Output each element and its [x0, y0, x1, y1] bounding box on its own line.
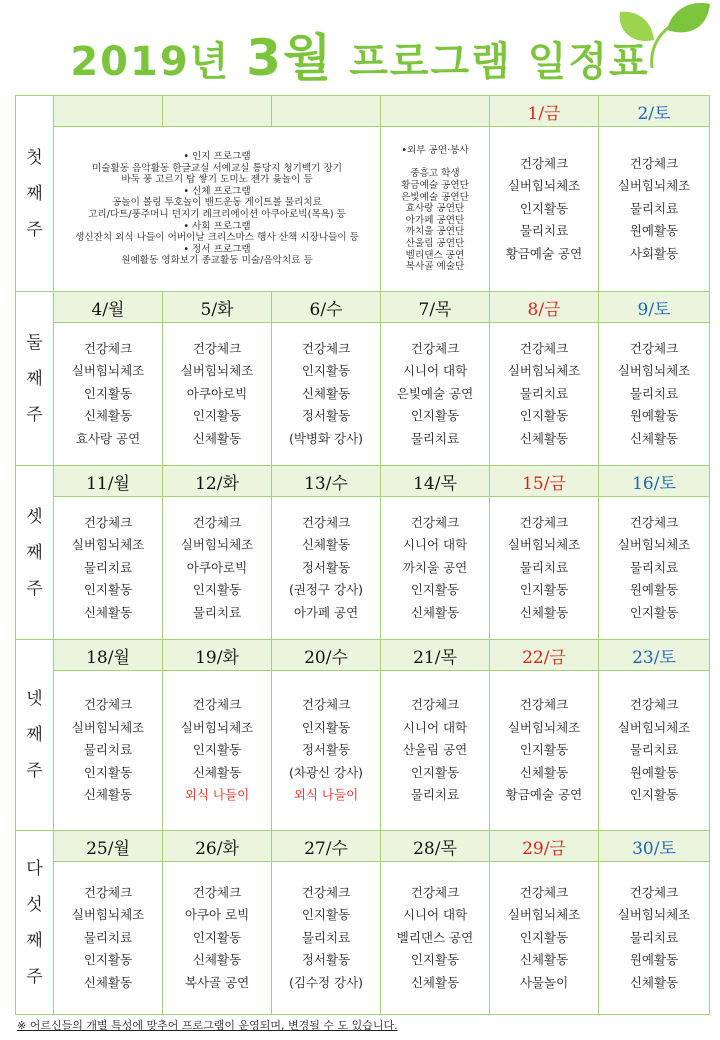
- day-activities: [599, 862, 710, 1015]
- day-header: 25/월: [54, 831, 163, 862]
- activity-item: 신체활동: [192, 952, 242, 968]
- activity-item: 신체활동: [519, 952, 569, 968]
- activity-item: 물리치료: [83, 929, 133, 945]
- activity-item: 시니어 대학: [402, 363, 468, 379]
- day-header: 19/화: [163, 640, 272, 671]
- activity-item: 인지활동: [301, 907, 351, 923]
- title-year: 2019년: [70, 39, 247, 85]
- activity-item: (김수정 강사): [288, 974, 364, 990]
- day-header: 7/목: [381, 292, 490, 323]
- activity-item: 인지활동: [410, 408, 460, 424]
- activity-item: 건강체크: [192, 340, 242, 356]
- day-activities: [381, 862, 490, 1015]
- day-header: 13/수: [272, 466, 381, 497]
- day-activities: [599, 323, 710, 466]
- activity-item: 실버힘뇌체조: [617, 719, 691, 735]
- activity-item: 건강체크: [192, 514, 242, 530]
- activity-item: 신체활동: [301, 385, 351, 401]
- activity-item: 아쿠아로빅: [186, 385, 248, 401]
- activity-item: 물리치료: [519, 385, 569, 401]
- week-label-char: 다: [26, 858, 43, 879]
- intro-line: 원예활동 영화보기 종교활동 미술/음악치료 등: [121, 255, 313, 267]
- intro-line: 고리/다트/풍주머니 던지기 레크리에이션 아쿠아로빅(목욕) 등: [88, 209, 346, 220]
- activity-item: 실버힘뇌체조: [71, 363, 145, 379]
- activity-item: 신체활동: [410, 974, 460, 990]
- activity-item: 건강체크: [629, 884, 679, 900]
- day-activities: [272, 323, 381, 466]
- day-header: 29/금: [490, 831, 599, 862]
- activity-item: 신체활동: [83, 604, 133, 620]
- week-label: [16, 96, 54, 292]
- intro-line: 미술활동 음악활동 한글교실 서예교실 통당지 청기백기 장기: [92, 162, 342, 174]
- activity-item: 물리치료: [410, 430, 460, 446]
- external-performance-line: 아가페 공연단: [405, 214, 465, 226]
- activity-item: 물리치료: [629, 559, 679, 575]
- activity-item: 복사골 공연: [184, 974, 250, 990]
- activity-item: 건강체크: [410, 514, 460, 530]
- intro-line: • 인지 프로그램: [183, 151, 251, 163]
- week-label-char: 째: [26, 725, 43, 745]
- day-activities: [272, 497, 381, 640]
- week-label: [16, 831, 54, 1015]
- activity-item: 실버힘뇌체조: [617, 178, 691, 194]
- activity-item: 아가페 공연: [293, 604, 359, 620]
- activity-item: 물리치료: [301, 929, 351, 945]
- external-performance-line: 복사골 예술단: [405, 261, 465, 273]
- intro-line: 생신잔치 외식 나들이 어버이날 크리스마스 행사 산책 시장나들이 등: [75, 232, 359, 244]
- activity-item: 효사랑 공연: [75, 430, 141, 446]
- week-label: [16, 292, 54, 466]
- day-header: 18/월: [54, 640, 163, 671]
- external-performance-line: 황금예술 공연단: [401, 180, 469, 192]
- day-activities: [381, 323, 490, 466]
- activity-item: 인지활동: [629, 787, 679, 803]
- week-header-row: [16, 640, 710, 671]
- week-activities-row: [16, 497, 710, 640]
- day-activities: [599, 497, 710, 640]
- activity-item: 신체활동: [83, 408, 133, 424]
- day-header: 20/수: [272, 640, 381, 671]
- schedule-table: [15, 95, 710, 1015]
- week-header-row: [16, 292, 710, 323]
- external-performances: [381, 127, 490, 292]
- week-label-char: 째: [26, 930, 43, 951]
- intro-line: • 사회 프로그램: [183, 220, 251, 232]
- week-label: [16, 466, 54, 640]
- day-activities: [490, 862, 599, 1015]
- activity-item: 시니어 대학: [402, 719, 468, 735]
- activity-item: 시니어 대학: [402, 537, 468, 553]
- activity-item: 사회활동: [629, 245, 679, 261]
- intro-line: 바둑 풍 고르기 탑 쌓기 도미노 젠가 윷놀이 등: [121, 174, 313, 186]
- activity-item: 아쿠아 로빅: [184, 907, 250, 923]
- activity-item: 인지활동: [519, 200, 569, 216]
- activity-item: 인지활동: [410, 582, 460, 598]
- activity-item: 인지활동: [192, 929, 242, 945]
- day-header: 21/목: [381, 640, 490, 671]
- week-label: [16, 640, 54, 831]
- activity-item: 까치울 공연: [402, 559, 468, 575]
- external-performance-line: 효사랑 공연단: [405, 203, 465, 215]
- activity-item: 건강체크: [301, 697, 351, 713]
- activity-item: 산울림 공연: [402, 742, 468, 758]
- activity-item: 건강체크: [83, 340, 133, 356]
- activity-item: 원예활동: [629, 223, 679, 239]
- activity-item: 건강체크: [83, 697, 133, 713]
- week-activities-row: [16, 127, 710, 292]
- activity-item: 인지활동: [519, 929, 569, 945]
- activity-item: 물리치료: [83, 742, 133, 758]
- empty-day-header: [54, 96, 163, 127]
- week-label-char: 주: [26, 404, 43, 425]
- activity-item: 황금예술 공연: [505, 245, 583, 261]
- activity-item: 건강체크: [519, 155, 569, 171]
- footnote: ※ 어르신들의 개별 특성에 맞추어 프로그램이 운영되며, 변경될 수 도 있습니다.: [17, 1019, 398, 1032]
- activity-item: 건강체크: [629, 697, 679, 713]
- day-activities: [54, 323, 163, 466]
- activity-item: 신체활동: [629, 974, 679, 990]
- activity-item: 신체활동: [192, 430, 242, 446]
- day-header: 23/토: [599, 640, 710, 671]
- week-label-char: 셋: [26, 506, 43, 527]
- activity-item: 건강체크: [410, 884, 460, 900]
- day-header: 14/목: [381, 466, 490, 497]
- activity-item: 인지활동: [519, 742, 569, 758]
- activity-item: 외식 나들이: [184, 787, 250, 803]
- week-label-char: 섯: [26, 894, 43, 915]
- external-performance-line: 산울림 공연단: [405, 237, 465, 249]
- week-header-row: [16, 831, 710, 862]
- activity-item: 물리치료: [629, 742, 679, 758]
- day-header: 4/월: [54, 292, 163, 323]
- activity-item: 인지활동: [301, 363, 351, 379]
- day-header: 27/수: [272, 831, 381, 862]
- activity-item: 실버힘뇌체조: [507, 178, 581, 194]
- activity-item: 실버힘뇌체조: [71, 907, 145, 923]
- activity-item: 물리치료: [410, 787, 460, 803]
- activity-item: 건강체크: [192, 697, 242, 713]
- activity-item: 실버힘뇌체조: [180, 363, 254, 379]
- activity-item: 신체활동: [83, 787, 133, 803]
- title-text: 프로그램 일정표: [333, 39, 650, 85]
- day-header: 28/목: [381, 831, 490, 862]
- activity-item: 실버힘뇌체조: [507, 719, 581, 735]
- intro-line: • 신체 프로그램: [183, 185, 251, 197]
- activity-item: 신체활동: [192, 764, 242, 780]
- day-activities: [490, 127, 599, 292]
- week-label-char: 넷: [26, 689, 43, 709]
- activity-item: 원예활동: [629, 952, 679, 968]
- activity-item: 물리치료: [192, 604, 242, 620]
- activity-item: 실버힘뇌체조: [617, 907, 691, 923]
- activity-item: 원예활동: [629, 764, 679, 780]
- week-activities-row: [16, 323, 710, 466]
- empty-day-header: [381, 96, 490, 127]
- week-label-char: 주: [26, 578, 43, 599]
- activity-item: (권정구 강사): [288, 582, 364, 598]
- day-activities: [490, 497, 599, 640]
- intro-line: 공놀이 볼링 투호놀이 밴드운동 게이트볼 물리치료: [112, 197, 322, 209]
- day-header: 22/금: [490, 640, 599, 671]
- activity-item: 신체활동: [519, 430, 569, 446]
- activity-item: 사물놀이: [519, 974, 569, 990]
- day-activities: [599, 671, 710, 831]
- week-label-char: 둘: [26, 332, 43, 353]
- activity-item: 건강체크: [629, 155, 679, 171]
- day-header: 1/금: [490, 96, 599, 127]
- activity-item: 실버힘뇌체조: [507, 363, 581, 379]
- activity-item: 건강체크: [519, 697, 569, 713]
- activity-item: 건강체크: [301, 340, 351, 356]
- day-header: 6/수: [272, 292, 381, 323]
- day-activities: [163, 671, 272, 831]
- activity-item: 건강체크: [301, 514, 351, 530]
- activity-item: 실버힘뇌체조: [507, 537, 581, 553]
- day-header: 11/월: [54, 466, 163, 497]
- activity-item: 신체활동: [519, 604, 569, 620]
- activity-item: 신체활동: [629, 430, 679, 446]
- day-activities: [599, 127, 710, 292]
- activity-item: 건강체크: [301, 884, 351, 900]
- day-activities: [381, 671, 490, 831]
- day-activities: [163, 497, 272, 640]
- day-activities: [163, 862, 272, 1015]
- week-label-char: 주: [26, 966, 43, 987]
- activity-item: 건강체크: [410, 340, 460, 356]
- intro-line: • 정서 프로그램: [183, 243, 251, 255]
- activity-item: 건강체크: [629, 340, 679, 356]
- activity-item: 실버힘뇌체조: [180, 719, 254, 735]
- activity-item: 물리치료: [519, 559, 569, 575]
- activity-item: 인지활동: [410, 764, 460, 780]
- activity-item: 실버힘뇌체조: [617, 363, 691, 379]
- activity-item: 벨리댄스 공연: [396, 929, 474, 945]
- activity-item: 실버힘뇌체조: [507, 907, 581, 923]
- day-header: 16/토: [599, 466, 710, 497]
- activity-item: 물리치료: [629, 200, 679, 216]
- week-label-char: 주: [26, 761, 43, 781]
- week-activities-row: [16, 862, 710, 1015]
- week-label-char: 첫: [26, 147, 43, 168]
- activity-item: 물리치료: [83, 559, 133, 575]
- day-header: 15/금: [490, 466, 599, 497]
- day-activities: [163, 323, 272, 466]
- external-performance-line: 벨리댄스 공연: [405, 249, 465, 261]
- activity-item: 건강체크: [192, 884, 242, 900]
- day-header: 12/화: [163, 466, 272, 497]
- activity-item: 신체활동: [301, 537, 351, 553]
- week-header-row: [16, 96, 710, 127]
- activity-item: 인지활동: [83, 582, 133, 598]
- external-performance-line: •외부 공연·봉사: [401, 145, 469, 157]
- title-month: 3월: [246, 29, 334, 87]
- activity-item: 신체활동: [519, 764, 569, 780]
- activity-item: 인지활동: [519, 582, 569, 598]
- activity-item: 실버힘뇌체조: [71, 719, 145, 735]
- empty-day-header: [163, 96, 272, 127]
- activity-item: 건강체크: [629, 514, 679, 530]
- day-activities: [381, 497, 490, 640]
- activity-item: 실버힘뇌체조: [71, 537, 145, 553]
- activity-item: 원예활동: [629, 582, 679, 598]
- activity-item: 건강체크: [519, 514, 569, 530]
- week-header-row: [16, 466, 710, 497]
- activity-item: 물리치료: [629, 929, 679, 945]
- external-performance-line: 까치울 공연단: [405, 226, 465, 238]
- day-header: 9/토: [599, 292, 710, 323]
- week-label-char: 째: [26, 542, 43, 563]
- day-header: 2/토: [599, 96, 710, 127]
- activity-item: 인지활동: [519, 408, 569, 424]
- day-header: 30/토: [599, 831, 710, 862]
- week-label-char: 째: [26, 368, 43, 389]
- empty-day-header: [272, 96, 381, 127]
- external-performance-line: 중흥고 학생: [410, 168, 460, 180]
- day-activities: [54, 497, 163, 640]
- activity-item: 건강체크: [83, 884, 133, 900]
- day-activities: [54, 671, 163, 831]
- activity-item: 인지활동: [192, 408, 242, 424]
- activity-item: (박병화 강사): [288, 430, 364, 446]
- activity-item: 인지활동: [83, 952, 133, 968]
- day-activities: [272, 671, 381, 831]
- activity-item: 정서활동: [301, 952, 351, 968]
- activity-item: 정서활동: [301, 408, 351, 424]
- activity-item: 황금예술 공연: [505, 787, 583, 803]
- activity-item: 시니어 대학: [402, 907, 468, 923]
- activity-item: 정서활동: [301, 742, 351, 758]
- external-performance-line: [381, 157, 489, 169]
- activity-item: 인지활동: [83, 764, 133, 780]
- program-intro: [54, 127, 381, 292]
- activity-item: 신체활동: [83, 974, 133, 990]
- activity-item: 건강체크: [410, 697, 460, 713]
- sprout-leaf-icon: [612, 0, 712, 70]
- day-header: 8/금: [490, 292, 599, 323]
- week-label-char: 째: [26, 183, 43, 204]
- external-performance-line: 은빛예술 공연단: [401, 191, 469, 203]
- activity-item: 인지활동: [301, 719, 351, 735]
- activity-item: 물리치료: [519, 223, 569, 239]
- week-activities-row: [16, 671, 710, 831]
- activity-item: 건강체크: [83, 514, 133, 530]
- activity-item: 인지활동: [192, 742, 242, 758]
- activity-item: 인지활동: [410, 952, 460, 968]
- activity-item: 외식 나들이: [293, 787, 359, 803]
- activity-item: 인지활동: [192, 582, 242, 598]
- day-activities: [490, 323, 599, 466]
- activity-item: 물리치료: [629, 385, 679, 401]
- week-label-char: 주: [26, 219, 43, 240]
- activity-item: 건강체크: [519, 884, 569, 900]
- activity-item: 인지활동: [83, 385, 133, 401]
- activity-item: 실버힘뇌체조: [180, 537, 254, 553]
- day-activities: [272, 862, 381, 1015]
- activity-item: 정서활동: [301, 559, 351, 575]
- activity-item: 실버힘뇌체조: [617, 537, 691, 553]
- day-header: 5/화: [163, 292, 272, 323]
- day-activities: [54, 862, 163, 1015]
- activity-item: 신체활동: [410, 604, 460, 620]
- activity-item: 아쿠아로빅: [186, 559, 248, 575]
- activity-item: 건강체크: [519, 340, 569, 356]
- activity-item: (차광신 강사): [288, 764, 364, 780]
- activity-item: 은빛예술 공연: [396, 385, 474, 401]
- activity-item: 원예활동: [629, 408, 679, 424]
- day-header: 26/화: [163, 831, 272, 862]
- day-activities: [490, 671, 599, 831]
- activity-item: 인지활동: [629, 604, 679, 620]
